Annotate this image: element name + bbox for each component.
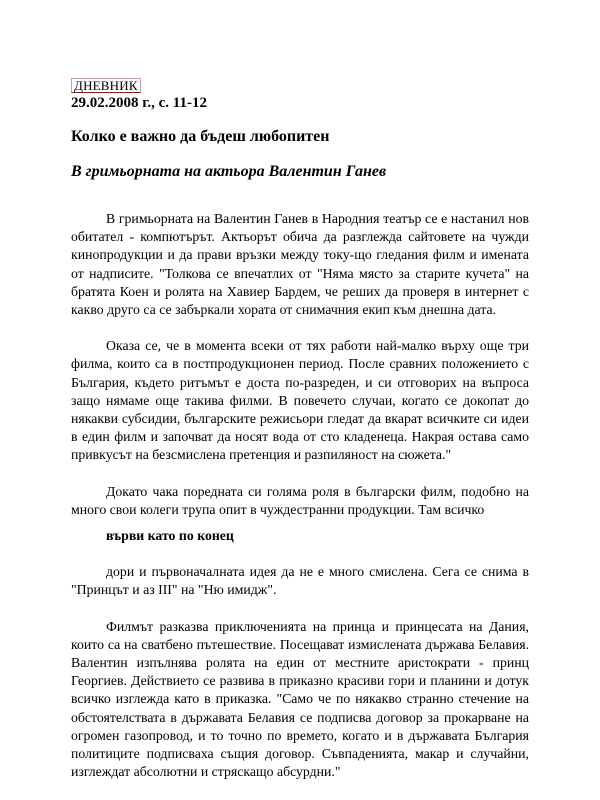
- paragraph-5: Филмът разказва приключенията на принца и принцесата на Дания, които са на сватбено пътешествие. Посещават измислената държава Белавия. Валентин изпълнява ролята на един от местните аристократи - принц Георгиев. Действието се развива в приказно красиви гори и планини и дотук всичко изглежда като в приказка. "Само че по някакво странно стечение на обстоятелствата в държавата Белавия се подписва договор за прокарване на огромен газопровод, и то точно по времето, когато и в държавата България политиците подписваха същия договор. Съвпаденията, макар и случайни, изглеждат абсолютни и стряскащо абсурдни.": [71, 618, 529, 780]
- source-label: ДНЕВНИК: [71, 78, 141, 93]
- mid-subtitle: върви като по конец: [106, 528, 234, 544]
- paragraph-4: дори и първоначалната идея да не е много смислена. Сега се снима в "Принцът и аз III" на "Ню имидж".: [71, 564, 529, 598]
- paragraph-1: В гримьорната на Валентин Ганев в Народния театър се е настанил нов обитател - компютърът. Актьорът обича да разглежда сайтовете на чужди кинопродукции и да прави връзки между току-що гледания филм и имената от надписите. "Толкова се впечатлих от "Няма място за старите кучета" на братята Коен и ролята на Хавиер Бардем, че реших да проверя в интернет с какво друго са се забъркали хората от снимачния екип към днешна дата.: [71, 211, 529, 318]
- paragraph-3: Докато чака поредната си голяма роля в български филм, подобно на много свои колеги трупа опит в чуждестранни продукции. Там всичко: [71, 483, 529, 517]
- article-body: [71, 210, 529, 799]
- headline: Колко е важно да бъдеш любопитен: [71, 128, 330, 145]
- paragraph-2: Оказа се, че в момента всеки от тях работи най-малко върху още три филма, които са в постпродукционен период. После сравних положението с България, където ритъмът е доста по-разреден, и си отговорих на въпроса защо нямаме още такива филми. В повечето случаи, когато се докопат до някакви субсидии, българските режисьори гледат да вкарат всичките си идеи в един филм и започват да носят вода от сто кладенеца. Накрая остава само привкусът на безсмислена претенция и разпиляност на сюжета.": [71, 338, 529, 463]
- subheadline: В гримьорната на актьора Валентин Ганев: [71, 163, 387, 180]
- date-line: 29.02.2008 г., с. 11-12: [71, 95, 207, 111]
